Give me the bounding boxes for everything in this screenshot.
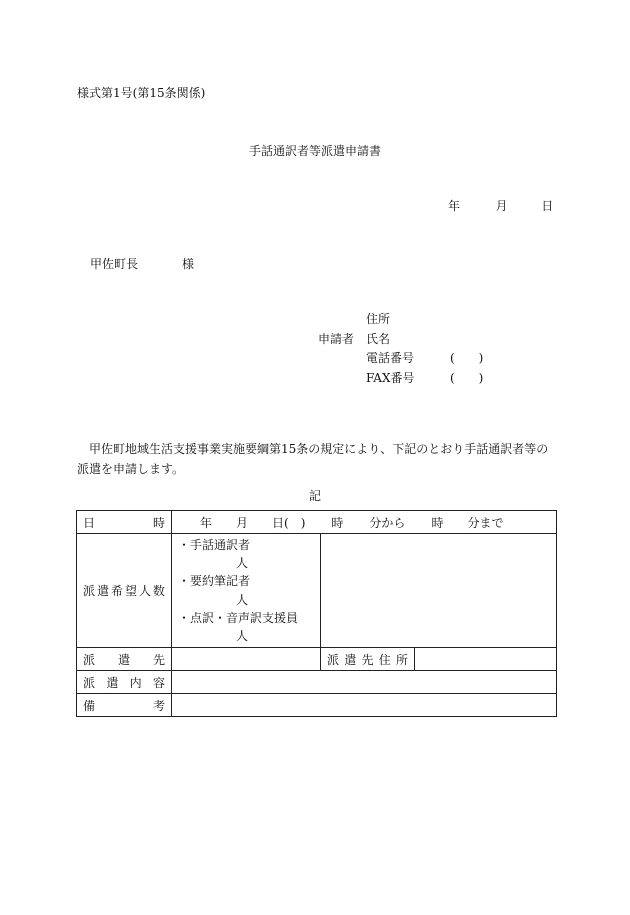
content-row [77,671,557,694]
destination-label-char: 先 [152,652,165,667]
addressee [90,255,194,272]
item-sign-interpreter-unit: 人 [236,556,249,571]
application-date [448,197,553,214]
name-label: 氏名 [366,331,391,346]
fax-parens: ( ) [450,370,484,385]
destination-label-char: 遣 [117,652,130,667]
date-month: 月 [495,199,508,213]
number-label-char: 派 [83,584,96,599]
number-label-char: 希 [110,584,123,599]
number-label-char: 望 [124,584,137,599]
remarks-row [77,694,557,717]
number-notes-field[interactable] [321,534,557,648]
phone-label: 電話番号 [366,351,415,365]
content-label-char: 容 [152,675,165,690]
dt-hour-from: 時 [331,515,344,530]
destination-row [77,648,557,671]
destination-address-label-char: 所 [395,652,408,667]
remarks-label-left: 備 [83,698,96,713]
item-braille-audio-support: ・点訳・音声訳支援員 [178,610,299,625]
number-label-char: 遣 [96,584,109,599]
content-label-char: 遣 [106,675,119,690]
destination-field[interactable] [172,648,321,671]
ki-heading: 記 [308,489,321,503]
number-row [77,534,557,648]
dt-minute-to: 分まで [467,515,504,530]
remarks-label [77,694,172,717]
destination-address-label-char: 住 [378,652,391,667]
number-label [77,534,172,648]
dt-hour-to: 時 [431,515,444,530]
item-summary-writer: ・要約筆記者 [178,574,251,589]
page-title: 手話通訳者等派遣申請書 [248,144,381,158]
dt-year: 年 [200,515,213,530]
dt-month: 月 [236,515,249,530]
item-sign-interpreter: ・手話通訳者 [178,538,251,552]
item-summary-writer-unit: 人 [236,592,249,607]
remarks-field[interactable] [172,694,557,717]
date-day: 日 [541,199,554,213]
addressee-honorific: 様 [182,257,195,271]
content-label-char: 内 [129,675,142,690]
content-field[interactable] [172,671,557,694]
destination-address-field[interactable] [415,648,557,671]
content-label-char: 派 [83,675,96,690]
destination-address-label [321,648,415,671]
applicant-role: 申請者 [318,331,355,346]
addressee-name: 甲佐町長 [90,257,139,271]
content-label [77,671,172,694]
address-label: 住所 [366,312,391,326]
dispatch-table [76,510,557,717]
datetime-label-right: 時 [152,515,165,530]
destination-address-label-char: 遣 [344,652,357,667]
number-items[interactable] [172,534,321,648]
date-year: 年 [448,199,461,213]
request-text: 甲佐町地域生活支援事業実施要綱第15条の規定により、下記のとおり手話通訳者等の派遣を申請します。 [77,442,549,476]
destination-address-label-char: 先 [361,652,374,667]
phone-parens: ( ) [450,351,484,365]
datetime-field[interactable] [172,511,557,534]
form-number: 様式第1号(第15条関係) [77,86,206,100]
fax-label: FAX番号 [366,370,415,385]
datetime-label-left: 日 [83,515,96,530]
destination-address-label-char: 派 [327,652,340,667]
number-label-char: 人 [138,584,151,599]
destination-label-char: 派 [83,652,96,667]
remarks-label-right: 考 [152,698,165,713]
applicant-block [318,310,483,388]
dt-day: 日( ) [272,515,306,530]
number-label-char: 数 [152,584,165,599]
datetime-row [77,511,557,534]
item-braille-audio-support-unit: 人 [236,629,249,644]
destination-label [77,648,172,671]
dt-minute-from: 分から [369,515,406,530]
datetime-label [77,511,172,534]
